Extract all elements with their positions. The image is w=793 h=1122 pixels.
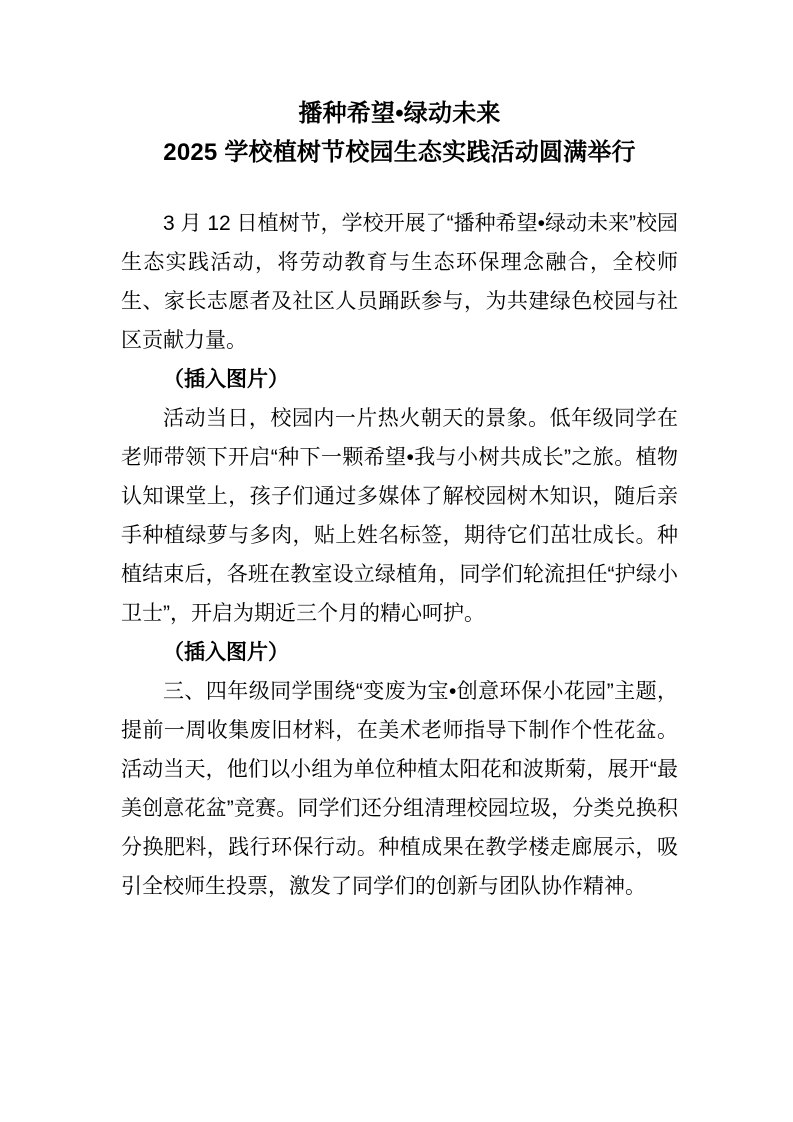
paragraph-3: 三、四年级同学围绕“变废为宝•创意环保小花园”主题，提前一周收集废旧材料，在美术老师指导下制作个性花盆。活动当天，他们以小组为单位种植太阳花和波斯菊，展开“最美创意花盆”竞赛。同学们还分组清理校园垃圾，分类兑换积分换肥料，践行环保行动。种植成果在教学楼走廊展示，吸引全校师生投票，激发了同学们的创新与团队协作精神。	[121, 680, 678, 898]
document-body	[121, 0, 678, 906]
paragraph-2: 活动当日，校园内一片热火朝天的景象。低年级同学在老师带领下开启“种下一颗希望•我与小树共成长”之旅。植物认知课堂上，孩子们通过多媒体了解校园树木知识，随后亲手种植绿萝与多肉，贴上姓名标签，期待它们茁壮成长。种植结束后，各班在教室设立绿植角，同学们轮流担任“护绿小卫士”，开启为期近三个月的精心呵护。	[121, 407, 678, 625]
paragraph-1: 3 月 12 日植树节，学校开展了“播种希望•绿动未来”校园生态实践活动，将劳动教育与生态环保理念融合，全校师生、家长志愿者及社区人员踊跃参与，为共建绿色校园与社区贡献力量。	[121, 212, 678, 352]
document-title-line-1: 播种希望•绿动未来	[298, 100, 501, 127]
image-placeholder-2: （插入图片）	[163, 641, 289, 664]
image-placeholder-1: （插入图片）	[163, 368, 289, 391]
document-title-line-2: 2025 学校植树节校园生态实践活动圆满举行	[163, 139, 636, 166]
